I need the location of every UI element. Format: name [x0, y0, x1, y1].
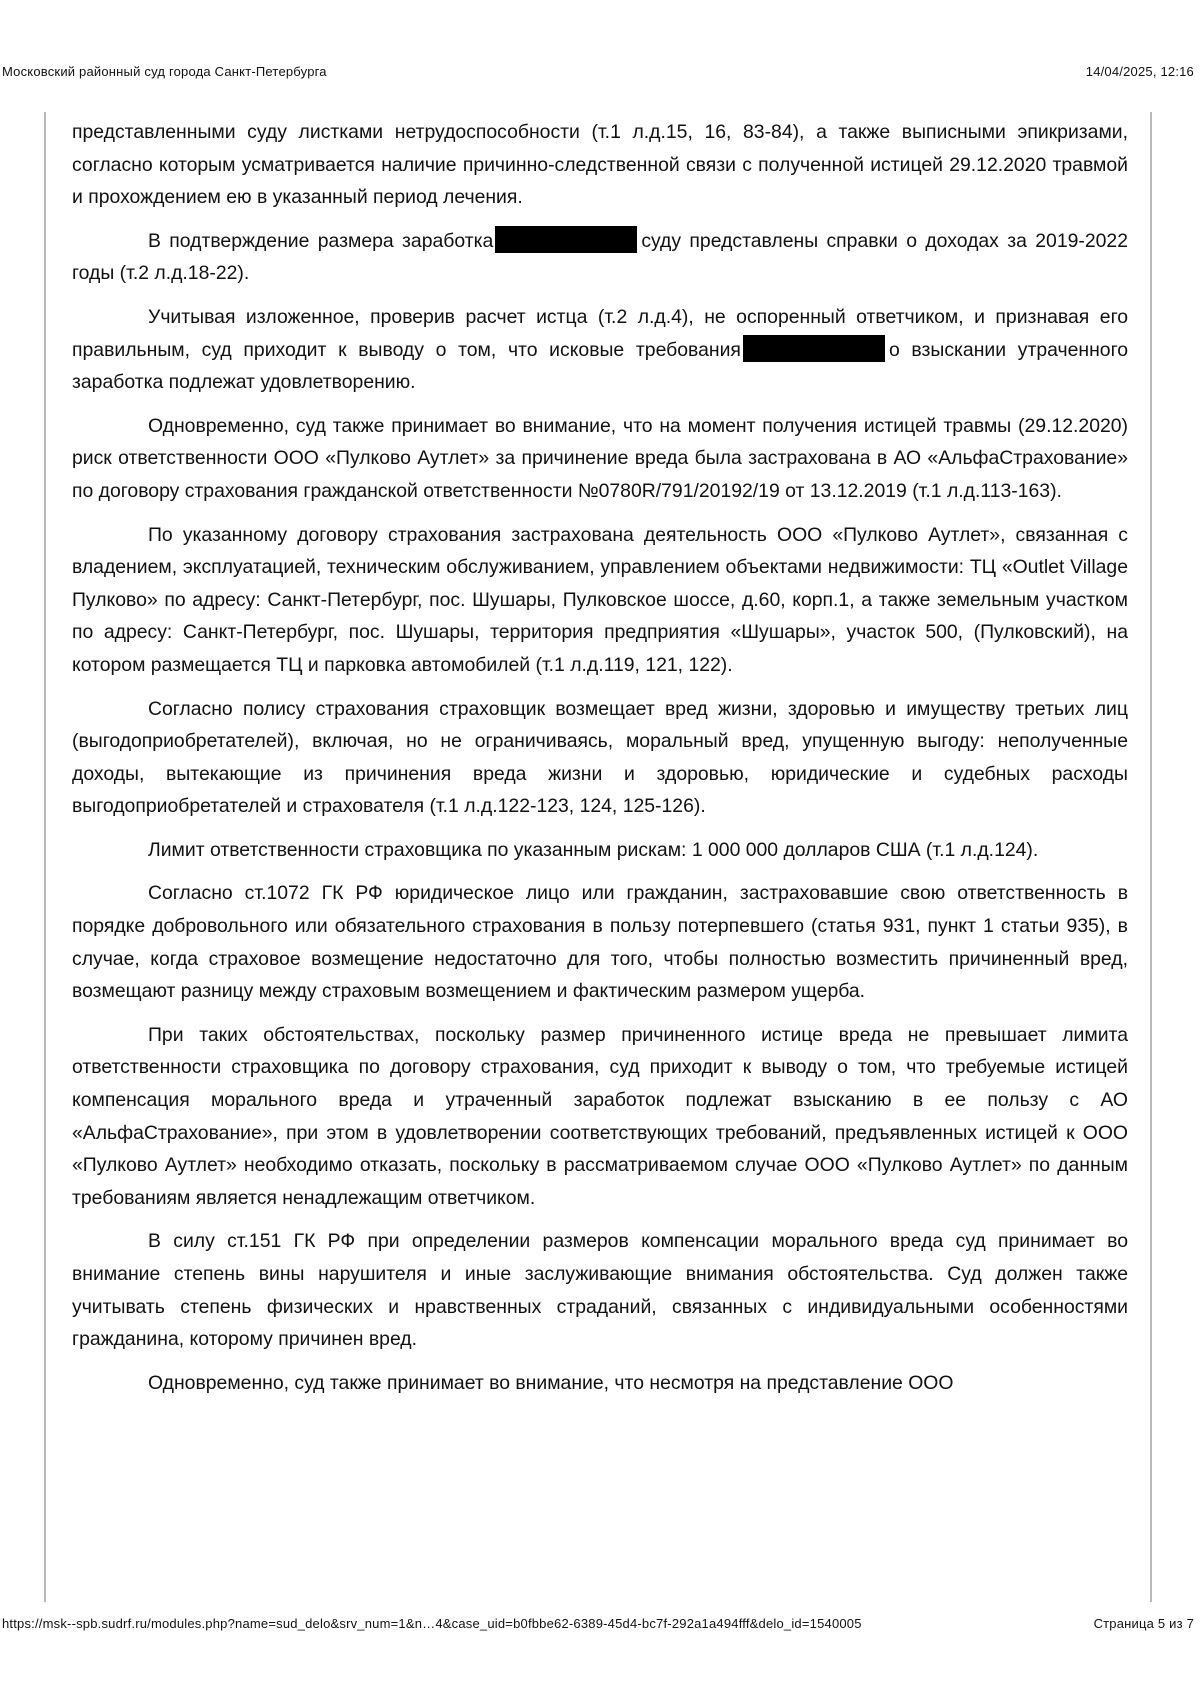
left-border-line — [44, 112, 46, 1602]
paragraph-policy-coverage: Согласно полису страхования страховщик возмещает вред жизни, здоровью и имуществу третьих лиц (выгодоприобретателей), включая, но не ограничиваясь, моральный вред, упущенную выгоду: неполученные доходы, вытекающие из причинения вреда жизни и здоровью, юридические и судебных расходы выгодоприобретателей и страхователя (т.1 л.д.122-123, 124, 125-126). — [72, 697, 1128, 818]
paragraph-text: Учитывая изложенное, проверив расчет истца (т.2 л.д.4), не оспоренный ответчиком, и признавая его правильным, суд приходит к выводу о том, что исковые требования — [72, 305, 1128, 361]
print-header — [0, 64, 1200, 84]
paragraph-liability-limit: Лимит ответственности страховщика по указанным рискам: 1 000 000 долларов США (т.1 л.д.124). — [148, 838, 1039, 861]
right-border-line — [1150, 112, 1152, 1602]
paragraph-insured-activity: По указанному договору страхования застрахована деятельность ООО «Пулково Аутлет», связанная с владением, эксплуатацией, техническим обслуживанием, управлением объектами недвижимости: ТЦ «Outlet Village Пулково» по адресу: Санкт-Петербург, пос. Шушары, Пулковское шоссе, д.60, корп.1, а также земельным участком по адресу: Санкт-Петербург, пос. Шушары, территория предприятия «Шушары», участок 500, (Пулковский), на котором размещается ТЦ и парковка автомобилей (т.1 л.д.119, 121, 122). — [72, 523, 1128, 676]
paragraph-text: о взыскании утраченного заработка подлежат удовлетворению. — [72, 338, 1129, 394]
court-name: Московский районный суд города Санкт-Петербурга — [2, 64, 327, 79]
paragraph-continued-next-page: Одновременно, суд также принимает во внимание, что несмотря на представление ООО — [148, 1371, 954, 1394]
redaction-block — [495, 226, 637, 253]
paragraph-text: суду представлены справки о доходах за 2019-2022 годы (т.2 л.д.18-22). — [72, 229, 1128, 285]
document-body — [72, 116, 1128, 1399]
paragraph-continuation: представленными суду листками нетрудоспособности (т.1 л.д.15, 16, 83-84), а также выписными эпикризами, согласно которым усматривается наличие причинно-следственной связи с полученной истицей 29.12.2020 травмой и прохождением ею в указанный период лечения. — [72, 121, 1128, 209]
page-url: https://msk--spb.sudrf.ru/modules.php?name=sud_delo&srv_num=1&n…4&case_uid=b0fbbe62-6389-45d4-bc7f-292a1a494fff&delo_id=1540005 — [2, 1616, 862, 1631]
paragraph-text: В подтверждение размера заработка — [148, 229, 494, 252]
paragraph-article-151: В силу ст.151 ГК РФ при определении размеров компенсации морального вреда суд принимает во внимание степень вины нарушителя и иные заслуживающие внимания обстоятельства. Суд должен также учитывать степень физических и нравственных страданий, связанных с индивидуальными особенностями гражданина, которому причинен вред. — [72, 1230, 1128, 1351]
print-datetime: 14/04/2025, 12:16 — [1085, 64, 1194, 79]
paragraph-insurance-risk: Одновременно, суд также принимает во внимание, что на момент получения истицей травмы (29.12.2020) риск ответственности ООО «Пулково Аутлет» за причинение вреда была застрахована в АО «АльфаСтрахование» по договору страхования гражданской ответственности №0780R/791/20192/19 от 13.12.2019 (т.1 л.д.113-163). — [72, 414, 1128, 502]
print-footer — [0, 1616, 1200, 1636]
paragraph-claim-conclusion — [72, 301, 1128, 399]
paragraph-earnings-evidence — [72, 225, 1128, 290]
paragraph-article-1072: Согласно ст.1072 ГК РФ юридическое лицо или гражданин, застраховавшие свою ответственность в порядке добровольного или обязательного страхования в пользу потерпевшего (статья 931, пункт 1 статьи 935), в случае, когда страховое возмещение недостаточно для того, чтобы полностью возместить причиненный вред, возмещают разницу между страховым возмещением и фактическим размером ущерба. — [72, 882, 1128, 1003]
paragraph-court-finding: При таких обстоятельствах, поскольку размер причиненного истице вреда не превышает лимита ответственности страховщика по договору страхования, суд приходит к выводу о том, что требуемые истицей компенсация морального вреда и утраченный заработок подлежат взысканию в ее пользу с АО «АльфаСтрахование», при этом в удовлетворении соответствующих требований, предъявленных истицей к ООО «Пулково Аутлет» необходимо отказать, поскольку в рассматриваемом случае ООО «Пулково Аутлет» по данным требованиям является ненадлежащим ответчиком. — [72, 1023, 1128, 1209]
page-indicator: Страница 5 из 7 — [1093, 1616, 1194, 1631]
redaction-block — [743, 335, 885, 362]
